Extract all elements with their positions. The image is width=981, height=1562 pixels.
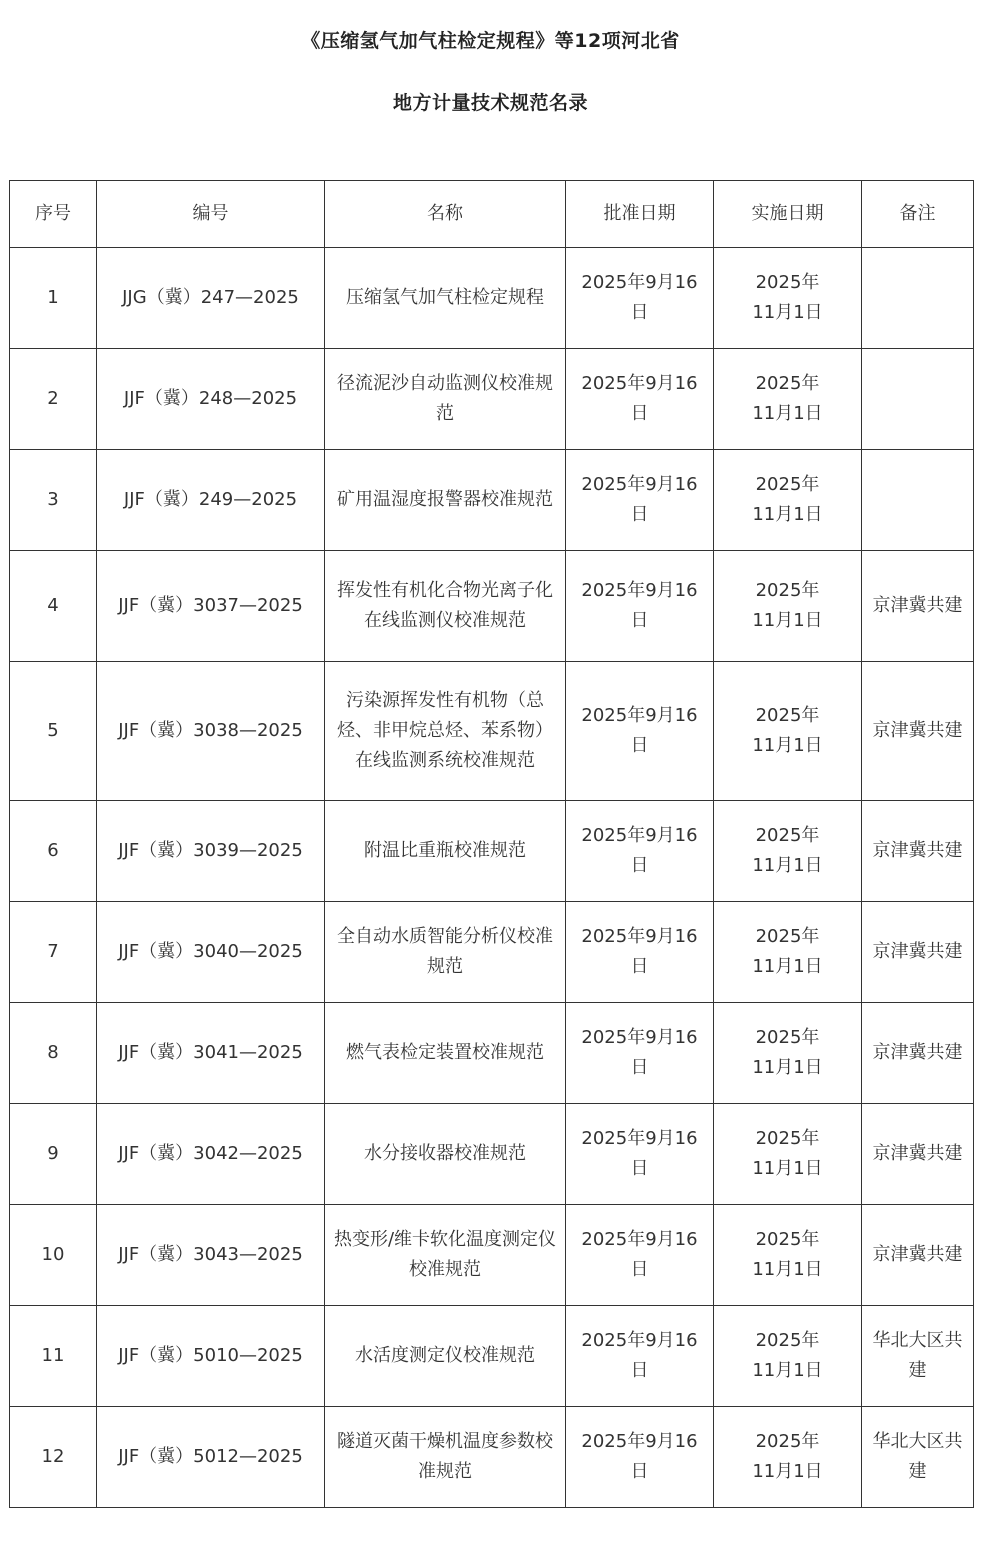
cell-approval-date: 2025年9月16日 <box>566 1205 714 1306</box>
cell-code: JJF（冀）3042—2025 <box>97 1104 325 1205</box>
table-header-row <box>10 181 974 248</box>
standards-table <box>9 180 974 1508</box>
cell-implementation-date <box>714 1104 862 1205</box>
cell-name: 挥发性有机化合物光离子化在线监测仪校准规范 <box>325 551 566 662</box>
header-approval-date: 批准日期 <box>566 181 714 248</box>
implementation-day: 11月1日 <box>752 403 823 424</box>
cell-note <box>862 450 974 551</box>
cell-approval-date: 2025年9月16日 <box>566 662 714 801</box>
header-seq: 序号 <box>10 181 97 248</box>
cell-code: JJF（冀）249—2025 <box>97 450 325 551</box>
cell-name: 污染源挥发性有机物（总烃、非甲烷总烃、苯系物）在线监测系统校准规范 <box>325 662 566 801</box>
implementation-year: 2025年 <box>755 272 820 293</box>
cell-note: 京津冀共建 <box>862 902 974 1003</box>
implementation-year: 2025年 <box>755 705 820 726</box>
cell-seq: 1 <box>10 248 97 349</box>
cell-code: JJF（冀）3037—2025 <box>97 551 325 662</box>
cell-implementation-date <box>714 1407 862 1508</box>
cell-code: JJF（冀）5012—2025 <box>97 1407 325 1508</box>
implementation-year: 2025年 <box>755 580 820 601</box>
cell-seq: 7 <box>10 902 97 1003</box>
implementation-day: 11月1日 <box>752 1360 823 1381</box>
cell-code: JJF（冀）3038—2025 <box>97 662 325 801</box>
cell-implementation-date <box>714 662 862 801</box>
cell-name: 水活度测定仪校准规范 <box>325 1306 566 1407</box>
implementation-day: 11月1日 <box>752 610 823 631</box>
cell-seq: 4 <box>10 551 97 662</box>
table-row <box>10 662 974 801</box>
cell-name: 径流泥沙自动监测仪校准规范 <box>325 349 566 450</box>
document-title: 《压缩氢气加气柱检定规程》等12项河北省 <box>301 30 680 52</box>
table-row <box>10 1003 974 1104</box>
implementation-day: 11月1日 <box>752 1057 823 1078</box>
implementation-year: 2025年 <box>755 825 820 846</box>
implementation-year: 2025年 <box>755 373 820 394</box>
cell-note: 华北大区共建 <box>862 1306 974 1407</box>
cell-implementation-date <box>714 1306 862 1407</box>
table-row <box>10 801 974 902</box>
cell-note: 京津冀共建 <box>862 801 974 902</box>
cell-note: 京津冀共建 <box>862 1104 974 1205</box>
cell-note <box>862 248 974 349</box>
cell-approval-date: 2025年9月16日 <box>566 902 714 1003</box>
cell-approval-date: 2025年9月16日 <box>566 248 714 349</box>
cell-approval-date: 2025年9月16日 <box>566 1104 714 1205</box>
implementation-day: 11月1日 <box>752 1461 823 1482</box>
cell-approval-date: 2025年9月16日 <box>566 1003 714 1104</box>
document-subtitle: 地方计量技术规范名录 <box>392 92 588 114</box>
cell-seq: 2 <box>10 349 97 450</box>
implementation-day: 11月1日 <box>752 302 823 323</box>
cell-code: JJF（冀）3040—2025 <box>97 902 325 1003</box>
cell-note: 京津冀共建 <box>862 1205 974 1306</box>
cell-note: 京津冀共建 <box>862 551 974 662</box>
cell-seq: 10 <box>10 1205 97 1306</box>
cell-implementation-date <box>714 1205 862 1306</box>
cell-note: 华北大区共建 <box>862 1407 974 1508</box>
cell-seq: 11 <box>10 1306 97 1407</box>
implementation-year: 2025年 <box>755 474 820 495</box>
cell-code: JJF（冀）5010—2025 <box>97 1306 325 1407</box>
cell-seq: 12 <box>10 1407 97 1508</box>
cell-name: 热变形/维卡软化温度测定仪校准规范 <box>325 1205 566 1306</box>
cell-name: 附温比重瓶校准规范 <box>325 801 566 902</box>
cell-approval-date: 2025年9月16日 <box>566 349 714 450</box>
implementation-year: 2025年 <box>755 1229 820 1250</box>
header-code: 编号 <box>97 181 325 248</box>
cell-seq: 6 <box>10 801 97 902</box>
cell-code: JJF（冀）3039—2025 <box>97 801 325 902</box>
table-row <box>10 450 974 551</box>
table-row <box>10 248 974 349</box>
table-row <box>10 1104 974 1205</box>
cell-note <box>862 349 974 450</box>
cell-implementation-date <box>714 551 862 662</box>
implementation-day: 11月1日 <box>752 855 823 876</box>
cell-seq: 8 <box>10 1003 97 1104</box>
header-implementation-date: 实施日期 <box>714 181 862 248</box>
cell-code: JJG（冀）247—2025 <box>97 248 325 349</box>
implementation-day: 11月1日 <box>752 735 823 756</box>
cell-implementation-date <box>714 248 862 349</box>
cell-name: 水分接收器校准规范 <box>325 1104 566 1205</box>
implementation-year: 2025年 <box>755 1431 820 1452</box>
cell-implementation-date <box>714 349 862 450</box>
implementation-year: 2025年 <box>755 1128 820 1149</box>
cell-implementation-date <box>714 450 862 551</box>
table-row <box>10 349 974 450</box>
table-row <box>10 1407 974 1508</box>
cell-approval-date: 2025年9月16日 <box>566 801 714 902</box>
cell-note: 京津冀共建 <box>862 1003 974 1104</box>
cell-seq: 5 <box>10 662 97 801</box>
implementation-day: 11月1日 <box>752 956 823 977</box>
cell-approval-date: 2025年9月16日 <box>566 1407 714 1508</box>
cell-name: 全自动水质智能分析仪校准规范 <box>325 902 566 1003</box>
cell-name: 燃气表检定装置校准规范 <box>325 1003 566 1104</box>
cell-note: 京津冀共建 <box>862 662 974 801</box>
cell-name: 隧道灭菌干燥机温度参数校准规范 <box>325 1407 566 1508</box>
cell-name: 矿用温湿度报警器校准规范 <box>325 450 566 551</box>
header-note: 备注 <box>862 181 974 248</box>
table-row <box>10 551 974 662</box>
cell-name: 压缩氢气加气柱检定规程 <box>325 248 566 349</box>
implementation-day: 11月1日 <box>752 1259 823 1280</box>
cell-seq: 3 <box>10 450 97 551</box>
cell-implementation-date <box>714 1003 862 1104</box>
table-row <box>10 1205 974 1306</box>
table-row <box>10 1306 974 1407</box>
implementation-day: 11月1日 <box>752 504 823 525</box>
cell-approval-date: 2025年9月16日 <box>566 450 714 551</box>
table-row <box>10 902 974 1003</box>
implementation-year: 2025年 <box>755 1027 820 1048</box>
cell-code: JJF（冀）3041—2025 <box>97 1003 325 1104</box>
implementation-year: 2025年 <box>755 926 820 947</box>
cell-code: JJF（冀）3043—2025 <box>97 1205 325 1306</box>
implementation-day: 11月1日 <box>752 1158 823 1179</box>
cell-approval-date: 2025年9月16日 <box>566 551 714 662</box>
cell-seq: 9 <box>10 1104 97 1205</box>
cell-implementation-date <box>714 902 862 1003</box>
cell-approval-date: 2025年9月16日 <box>566 1306 714 1407</box>
header-name: 名称 <box>325 181 566 248</box>
implementation-year: 2025年 <box>755 1330 820 1351</box>
cell-code: JJF（冀）248—2025 <box>97 349 325 450</box>
cell-implementation-date <box>714 801 862 902</box>
